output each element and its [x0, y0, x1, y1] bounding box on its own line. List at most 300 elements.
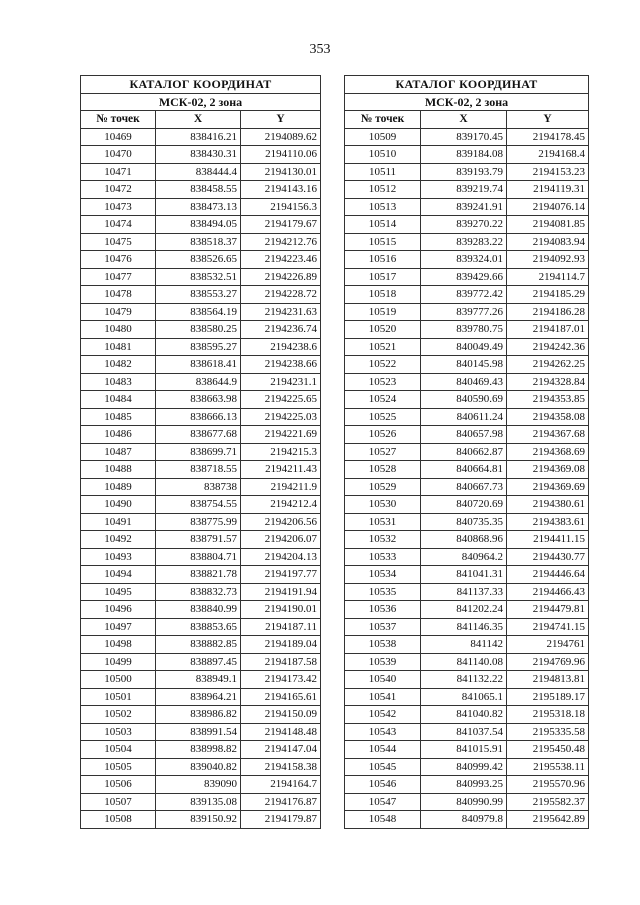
x-coordinate-cell: 838804.71: [156, 548, 241, 566]
table-row: [345, 583, 589, 601]
table-row: [345, 443, 589, 461]
point-number-cell: 10487: [81, 443, 156, 461]
x-coordinate-cell: 838991.54: [156, 723, 241, 741]
point-number-cell: 10501: [81, 688, 156, 706]
point-number-cell: 10485: [81, 408, 156, 426]
x-coordinate-cell: 838840.99: [156, 601, 241, 619]
coordinate-system-label: МСК-02, 2 зона: [81, 93, 321, 111]
table-row: [345, 146, 589, 164]
point-number-cell: 10529: [345, 478, 421, 496]
table-row: [345, 461, 589, 479]
column-header-x: X: [156, 111, 241, 129]
table-row: [81, 181, 321, 199]
table-row: [81, 128, 321, 146]
x-coordinate-cell: 839040.82: [156, 758, 241, 776]
table-row: [345, 478, 589, 496]
point-number-cell: 10493: [81, 548, 156, 566]
x-coordinate-cell: 839772.42: [421, 286, 507, 304]
point-number-cell: 10546: [345, 776, 421, 794]
point-number-cell: 10518: [345, 286, 421, 304]
x-coordinate-cell: 840720.69: [421, 496, 507, 514]
table-row: [345, 233, 589, 251]
point-number-cell: 10537: [345, 618, 421, 636]
table-row: [345, 128, 589, 146]
point-number-cell: 10495: [81, 583, 156, 601]
x-coordinate-cell: 838897.45: [156, 653, 241, 671]
table-row: [81, 688, 321, 706]
point-number-cell: 10470: [81, 146, 156, 164]
y-coordinate-cell: 2194197.77: [241, 566, 321, 584]
point-number-cell: 10531: [345, 513, 421, 531]
x-coordinate-cell: 838986.82: [156, 706, 241, 724]
x-coordinate-cell: 838473.13: [156, 198, 241, 216]
table-row: [81, 338, 321, 356]
point-number-cell: 10478: [81, 286, 156, 304]
point-number-cell: 10539: [345, 653, 421, 671]
y-coordinate-cell: 2194328.84: [507, 373, 589, 391]
y-coordinate-cell: 2194368.69: [507, 443, 589, 461]
x-coordinate-cell: 838754.55: [156, 496, 241, 514]
y-coordinate-cell: 2194185.29: [507, 286, 589, 304]
table-row: [81, 216, 321, 234]
table-row: [345, 163, 589, 181]
y-coordinate-cell: 2194158.38: [241, 758, 321, 776]
y-coordinate-cell: 2194211.43: [241, 461, 321, 479]
point-number-cell: 10498: [81, 636, 156, 654]
y-coordinate-cell: 2194215.3: [241, 443, 321, 461]
y-coordinate-cell: 2194228.72: [241, 286, 321, 304]
point-number-cell: 10483: [81, 373, 156, 391]
page-number: 353: [309, 42, 331, 57]
table-row: [81, 758, 321, 776]
x-coordinate-cell: 838494.05: [156, 216, 241, 234]
y-coordinate-cell: 2194212.76: [241, 233, 321, 251]
point-number-cell: 10536: [345, 601, 421, 619]
table-row: [81, 443, 321, 461]
x-coordinate-cell: 839270.22: [421, 216, 507, 234]
x-coordinate-cell: 840664.81: [421, 461, 507, 479]
catalog-title: КАТАЛОГ КООРДИНАТ: [81, 76, 321, 94]
x-coordinate-cell: 840735.35: [421, 513, 507, 531]
y-coordinate-cell: 2194369.08: [507, 461, 589, 479]
table-row: [345, 723, 589, 741]
y-coordinate-cell: 2194110.06: [241, 146, 321, 164]
point-number-cell: 10534: [345, 566, 421, 584]
table-row: [345, 776, 589, 794]
x-coordinate-cell: 838564.19: [156, 303, 241, 321]
x-coordinate-cell: 838738: [156, 478, 241, 496]
point-number-cell: 10509: [345, 128, 421, 146]
table-row: [345, 373, 589, 391]
x-coordinate-cell: 839429.66: [421, 268, 507, 286]
y-coordinate-cell: 2194813.81: [507, 671, 589, 689]
x-coordinate-cell: 841041.31: [421, 566, 507, 584]
table-row: [81, 303, 321, 321]
table-row: [81, 671, 321, 689]
y-coordinate-cell: 2194479.81: [507, 601, 589, 619]
x-coordinate-cell: 839283.22: [421, 233, 507, 251]
table-row: [345, 706, 589, 724]
x-coordinate-cell: 838618.41: [156, 356, 241, 374]
table-row: [81, 531, 321, 549]
table-row: [345, 741, 589, 759]
point-number-cell: 10475: [81, 233, 156, 251]
table-row: [81, 251, 321, 269]
x-coordinate-cell: 839135.08: [156, 793, 241, 811]
x-coordinate-cell: 838595.27: [156, 338, 241, 356]
table-row: [81, 233, 321, 251]
y-coordinate-cell: 2194092.93: [507, 251, 589, 269]
y-coordinate-cell: 2194187.58: [241, 653, 321, 671]
y-coordinate-cell: 2194238.66: [241, 356, 321, 374]
x-coordinate-cell: 839150.92: [156, 811, 241, 829]
y-coordinate-cell: 2194430.77: [507, 548, 589, 566]
x-coordinate-cell: 838853.65: [156, 618, 241, 636]
y-coordinate-cell: 2194179.87: [241, 811, 321, 829]
table-row: [345, 496, 589, 514]
y-coordinate-cell: 2194353.85: [507, 391, 589, 409]
y-coordinate-cell: 2194164.7: [241, 776, 321, 794]
table-row: [81, 321, 321, 339]
x-coordinate-cell: 839777.26: [421, 303, 507, 321]
x-coordinate-cell: 840590.69: [421, 391, 507, 409]
table-row: [81, 793, 321, 811]
x-coordinate-cell: 841202.24: [421, 601, 507, 619]
point-number-cell: 10481: [81, 338, 156, 356]
point-number-cell: 10484: [81, 391, 156, 409]
point-number-cell: 10500: [81, 671, 156, 689]
y-coordinate-cell: 2194186.28: [507, 303, 589, 321]
x-coordinate-cell: 841037.54: [421, 723, 507, 741]
y-coordinate-cell: 2194466.43: [507, 583, 589, 601]
table-row: [345, 408, 589, 426]
x-coordinate-cell: 841040.82: [421, 706, 507, 724]
table-row: [81, 478, 321, 496]
y-coordinate-cell: 2194148.48: [241, 723, 321, 741]
table-row: [81, 723, 321, 741]
table-row: [345, 303, 589, 321]
x-coordinate-cell: 840662.87: [421, 443, 507, 461]
x-coordinate-cell: 841015.91: [421, 741, 507, 759]
point-number-cell: 10532: [345, 531, 421, 549]
x-coordinate-cell: 840611.24: [421, 408, 507, 426]
table-row: [345, 688, 589, 706]
x-coordinate-cell: 838791.57: [156, 531, 241, 549]
table-row: [345, 811, 589, 829]
y-coordinate-cell: 2194223.46: [241, 251, 321, 269]
y-coordinate-cell: 2194076.14: [507, 198, 589, 216]
y-coordinate-cell: 2194081.85: [507, 216, 589, 234]
column-header-point-number: № точек: [81, 111, 156, 129]
y-coordinate-cell: 2194150.09: [241, 706, 321, 724]
point-number-cell: 10505: [81, 758, 156, 776]
point-number-cell: 10513: [345, 198, 421, 216]
table-row: [81, 146, 321, 164]
table-row: [345, 216, 589, 234]
y-coordinate-cell: 2194367.68: [507, 426, 589, 444]
table-row: [81, 741, 321, 759]
table-row: [345, 181, 589, 199]
y-coordinate-cell: 2195189.17: [507, 688, 589, 706]
y-coordinate-cell: 2194212.4: [241, 496, 321, 514]
y-coordinate-cell: 2194741.15: [507, 618, 589, 636]
point-number-cell: 10533: [345, 548, 421, 566]
table-row: [345, 566, 589, 584]
point-number-cell: 10540: [345, 671, 421, 689]
table-row: [81, 618, 321, 636]
point-number-cell: 10514: [345, 216, 421, 234]
point-number-cell: 10538: [345, 636, 421, 654]
point-number-cell: 10482: [81, 356, 156, 374]
y-coordinate-cell: 2194225.03: [241, 408, 321, 426]
y-coordinate-cell: 2194187.11: [241, 618, 321, 636]
column-header-x: X: [421, 111, 507, 129]
point-number-cell: 10490: [81, 496, 156, 514]
y-coordinate-cell: 2194147.04: [241, 741, 321, 759]
x-coordinate-cell: 838553.27: [156, 286, 241, 304]
y-coordinate-cell: 2194411.15: [507, 531, 589, 549]
y-coordinate-cell: 2194380.61: [507, 496, 589, 514]
x-coordinate-cell: 840667.73: [421, 478, 507, 496]
x-coordinate-cell: 841065.1: [421, 688, 507, 706]
y-coordinate-cell: 2194178.45: [507, 128, 589, 146]
x-coordinate-cell: 840993.25: [421, 776, 507, 794]
table-row: [345, 321, 589, 339]
y-coordinate-cell: 2195318.18: [507, 706, 589, 724]
x-coordinate-cell: 839324.01: [421, 251, 507, 269]
point-number-cell: 10477: [81, 268, 156, 286]
y-coordinate-cell: 2194179.67: [241, 216, 321, 234]
x-coordinate-cell: 838416.21: [156, 128, 241, 146]
table-row: [81, 583, 321, 601]
y-coordinate-cell: 2194156.3: [241, 198, 321, 216]
x-coordinate-cell: 838964.21: [156, 688, 241, 706]
point-number-cell: 10494: [81, 566, 156, 584]
y-coordinate-cell: 2194114.7: [507, 268, 589, 286]
point-number-cell: 10528: [345, 461, 421, 479]
table-row: [345, 671, 589, 689]
x-coordinate-cell: 838663.98: [156, 391, 241, 409]
point-number-cell: 10544: [345, 741, 421, 759]
table-row: [81, 636, 321, 654]
column-header-point-number: № точек: [345, 111, 421, 129]
x-coordinate-cell: 838430.31: [156, 146, 241, 164]
x-coordinate-cell: 839241.91: [421, 198, 507, 216]
point-number-cell: 10472: [81, 181, 156, 199]
x-coordinate-cell: 840145.98: [421, 356, 507, 374]
point-number-cell: 10480: [81, 321, 156, 339]
y-coordinate-cell: 2194143.16: [241, 181, 321, 199]
point-number-cell: 10547: [345, 793, 421, 811]
table-row: [345, 198, 589, 216]
point-number-cell: 10515: [345, 233, 421, 251]
x-coordinate-cell: 838666.13: [156, 408, 241, 426]
y-coordinate-cell: 2194446.64: [507, 566, 589, 584]
table-row: [81, 513, 321, 531]
point-number-cell: 10527: [345, 443, 421, 461]
table-row: [345, 618, 589, 636]
point-number-cell: 10474: [81, 216, 156, 234]
point-number-cell: 10535: [345, 583, 421, 601]
point-number-cell: 10512: [345, 181, 421, 199]
table-row: [81, 601, 321, 619]
table-row: [345, 548, 589, 566]
point-number-cell: 10492: [81, 531, 156, 549]
table-row: [81, 548, 321, 566]
catalog-title: КАТАЛОГ КООРДИНАТ: [345, 76, 589, 94]
point-number-cell: 10469: [81, 128, 156, 146]
point-number-cell: 10491: [81, 513, 156, 531]
y-coordinate-cell: 2194165.61: [241, 688, 321, 706]
table-row: [81, 286, 321, 304]
x-coordinate-cell: 839170.45: [421, 128, 507, 146]
point-number-cell: 10473: [81, 198, 156, 216]
x-coordinate-cell: 841142: [421, 636, 507, 654]
x-coordinate-cell: 838532.51: [156, 268, 241, 286]
y-coordinate-cell: 2195538.11: [507, 758, 589, 776]
table-row: [81, 461, 321, 479]
table-row: [345, 268, 589, 286]
point-number-cell: 10522: [345, 356, 421, 374]
table-row: [81, 496, 321, 514]
x-coordinate-cell: 840469.43: [421, 373, 507, 391]
table-row: [81, 426, 321, 444]
x-coordinate-cell: 840999.42: [421, 758, 507, 776]
y-coordinate-cell: 2194153.23: [507, 163, 589, 181]
coordinate-catalog-table-left: [80, 75, 321, 829]
point-number-cell: 10523: [345, 373, 421, 391]
point-number-cell: 10503: [81, 723, 156, 741]
x-coordinate-cell: 838699.71: [156, 443, 241, 461]
table-row: [345, 391, 589, 409]
x-coordinate-cell: 839193.79: [421, 163, 507, 181]
point-number-cell: 10504: [81, 741, 156, 759]
x-coordinate-cell: 839184.08: [421, 146, 507, 164]
point-number-cell: 10502: [81, 706, 156, 724]
table-row: [345, 758, 589, 776]
point-number-cell: 10541: [345, 688, 421, 706]
y-coordinate-cell: 2194221.69: [241, 426, 321, 444]
y-coordinate-cell: 2194769.96: [507, 653, 589, 671]
y-coordinate-cell: 2195642.89: [507, 811, 589, 829]
table-row: [81, 373, 321, 391]
x-coordinate-cell: 840964.2: [421, 548, 507, 566]
point-number-cell: 10542: [345, 706, 421, 724]
table-row: [345, 338, 589, 356]
y-coordinate-cell: 2195582.37: [507, 793, 589, 811]
point-number-cell: 10499: [81, 653, 156, 671]
x-coordinate-cell: 840979.8: [421, 811, 507, 829]
point-number-cell: 10545: [345, 758, 421, 776]
table-body-left: [81, 128, 321, 828]
table-row: [81, 268, 321, 286]
y-coordinate-cell: 2194173.42: [241, 671, 321, 689]
x-coordinate-cell: 841137.33: [421, 583, 507, 601]
point-number-cell: 10521: [345, 338, 421, 356]
column-header-y: Y: [507, 111, 589, 129]
y-coordinate-cell: 2194089.62: [241, 128, 321, 146]
table-row: [345, 426, 589, 444]
point-number-cell: 10508: [81, 811, 156, 829]
x-coordinate-cell: 838518.37: [156, 233, 241, 251]
point-number-cell: 10488: [81, 461, 156, 479]
x-coordinate-cell: 840990.99: [421, 793, 507, 811]
point-number-cell: 10496: [81, 601, 156, 619]
x-coordinate-cell: 841146.35: [421, 618, 507, 636]
y-coordinate-cell: 2194236.74: [241, 321, 321, 339]
point-number-cell: 10476: [81, 251, 156, 269]
y-coordinate-cell: 2194358.08: [507, 408, 589, 426]
y-coordinate-cell: 2194262.25: [507, 356, 589, 374]
table-row: [345, 513, 589, 531]
x-coordinate-cell: 840657.98: [421, 426, 507, 444]
y-coordinate-cell: 2194211.9: [241, 478, 321, 496]
point-number-cell: 10489: [81, 478, 156, 496]
point-number-cell: 10516: [345, 251, 421, 269]
y-coordinate-cell: 2194204.13: [241, 548, 321, 566]
point-number-cell: 10471: [81, 163, 156, 181]
x-coordinate-cell: 838444.4: [156, 163, 241, 181]
table-row: [81, 408, 321, 426]
table-row: [345, 636, 589, 654]
x-coordinate-cell: 838580.25: [156, 321, 241, 339]
x-coordinate-cell: 839090: [156, 776, 241, 794]
table-row: [81, 653, 321, 671]
x-coordinate-cell: 838644.9: [156, 373, 241, 391]
y-coordinate-cell: 2194190.01: [241, 601, 321, 619]
point-number-cell: 10530: [345, 496, 421, 514]
coordinate-catalog-table-right: [344, 75, 589, 829]
table-row: [81, 198, 321, 216]
x-coordinate-cell: 840049.49: [421, 338, 507, 356]
table-body-right: [345, 128, 589, 828]
x-coordinate-cell: 840868.96: [421, 531, 507, 549]
y-coordinate-cell: 2194242.36: [507, 338, 589, 356]
y-coordinate-cell: 2194383.61: [507, 513, 589, 531]
x-coordinate-cell: 838821.78: [156, 566, 241, 584]
point-number-cell: 10524: [345, 391, 421, 409]
table-row: [345, 356, 589, 374]
y-coordinate-cell: 2194231.1: [241, 373, 321, 391]
point-number-cell: 10479: [81, 303, 156, 321]
y-coordinate-cell: 2194130.01: [241, 163, 321, 181]
y-coordinate-cell: 2194206.56: [241, 513, 321, 531]
point-number-cell: 10511: [345, 163, 421, 181]
table-row: [345, 793, 589, 811]
y-coordinate-cell: 2194176.87: [241, 793, 321, 811]
point-number-cell: 10519: [345, 303, 421, 321]
y-coordinate-cell: 2195450.48: [507, 741, 589, 759]
coordinate-system-label: МСК-02, 2 зона: [345, 93, 589, 111]
table-row: [81, 391, 321, 409]
point-number-cell: 10517: [345, 268, 421, 286]
table-row: [81, 811, 321, 829]
table-row: [345, 653, 589, 671]
x-coordinate-cell: 841132.22: [421, 671, 507, 689]
point-number-cell: 10548: [345, 811, 421, 829]
x-coordinate-cell: 838677.68: [156, 426, 241, 444]
y-coordinate-cell: 2194191.94: [241, 583, 321, 601]
table-row: [345, 531, 589, 549]
y-coordinate-cell: 2194238.6: [241, 338, 321, 356]
x-coordinate-cell: 838882.85: [156, 636, 241, 654]
point-number-cell: 10507: [81, 793, 156, 811]
x-coordinate-cell: 839780.75: [421, 321, 507, 339]
y-coordinate-cell: 2194119.31: [507, 181, 589, 199]
x-coordinate-cell: 838718.55: [156, 461, 241, 479]
y-coordinate-cell: 2194168.4: [507, 146, 589, 164]
table-row: [81, 566, 321, 584]
